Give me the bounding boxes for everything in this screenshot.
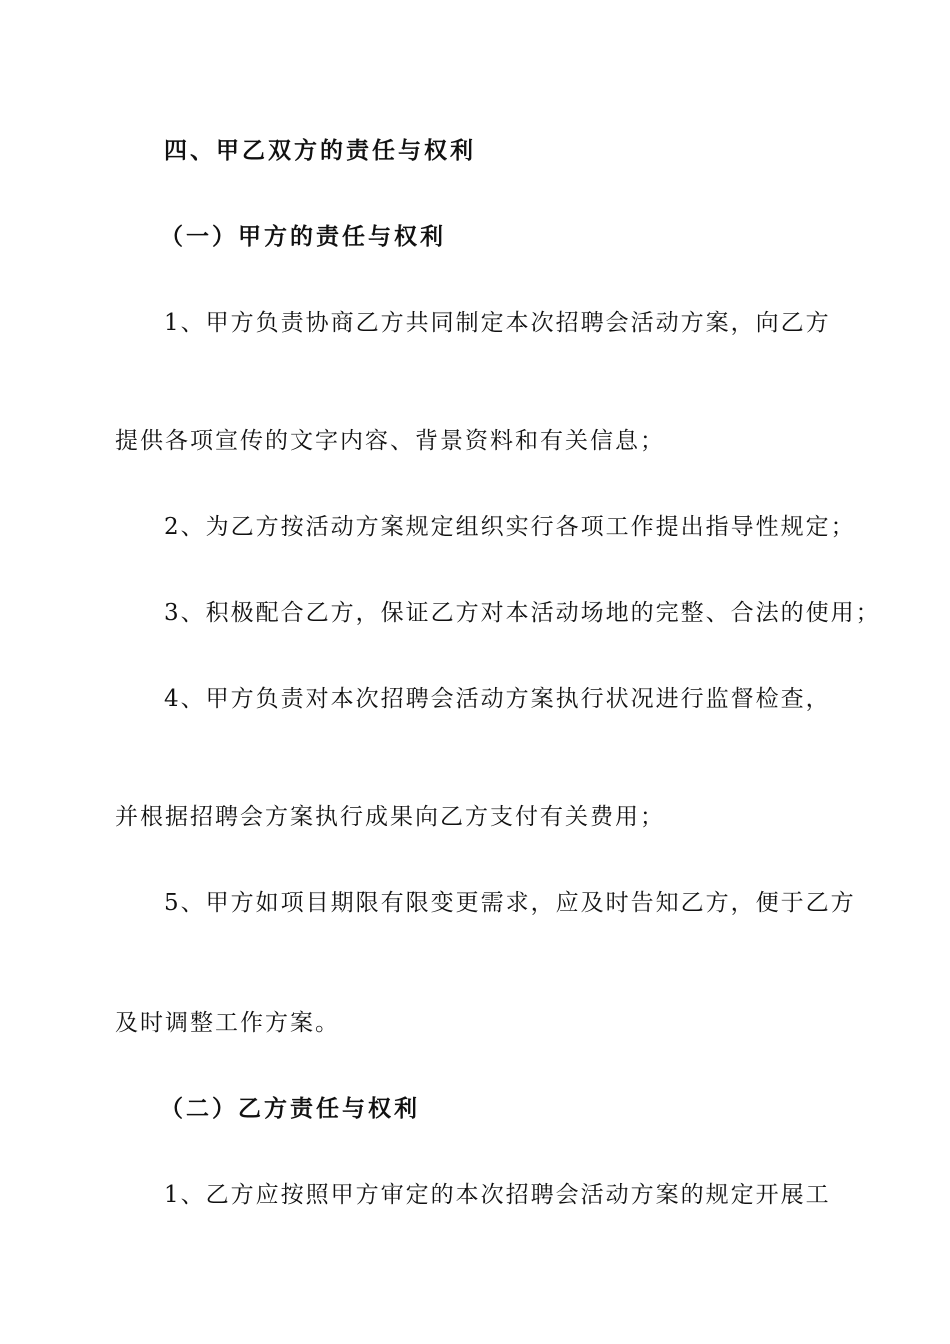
paragraph-a-item4-line1: 4、甲方负责对本次招聘会活动方案执行状况进行监督检查， xyxy=(164,686,831,712)
section-title: 四、甲乙双方的责任与权利 xyxy=(164,137,476,164)
paragraph-a-item5-line1: 5、甲方如项目期限有限变更需求，应及时告知乙方，便于乙方 xyxy=(164,890,856,916)
paragraph-a-item5-line2: 及时调整工作方案。 xyxy=(115,1010,340,1036)
subsection-b-title: （二）乙方责任与权利 xyxy=(160,1095,420,1122)
paragraph-a-item1-line1: 1、甲方负责协商乙方共同制定本次招聘会活动方案，向乙方 xyxy=(164,310,831,336)
paragraph-b-item1-line1: 1、乙方应按照甲方审定的本次招聘会活动方案的规定开展工 xyxy=(164,1182,831,1208)
paragraph-a-item4-line2: 并根据招聘会方案执行成果向乙方支付有关费用； xyxy=(115,804,665,830)
paragraph-a-item1-line2: 提供各项宣传的文字内容、背景资料和有关信息； xyxy=(115,428,665,454)
paragraph-a-item2: 2、为乙方按活动方案规定组织实行各项工作提出指导性规定； xyxy=(164,514,856,540)
paragraph-a-item3: 3、积极配合乙方，保证乙方对本活动场地的完整、合法的使用； xyxy=(164,600,881,626)
subsection-a-title: （一）甲方的责任与权利 xyxy=(160,223,446,250)
